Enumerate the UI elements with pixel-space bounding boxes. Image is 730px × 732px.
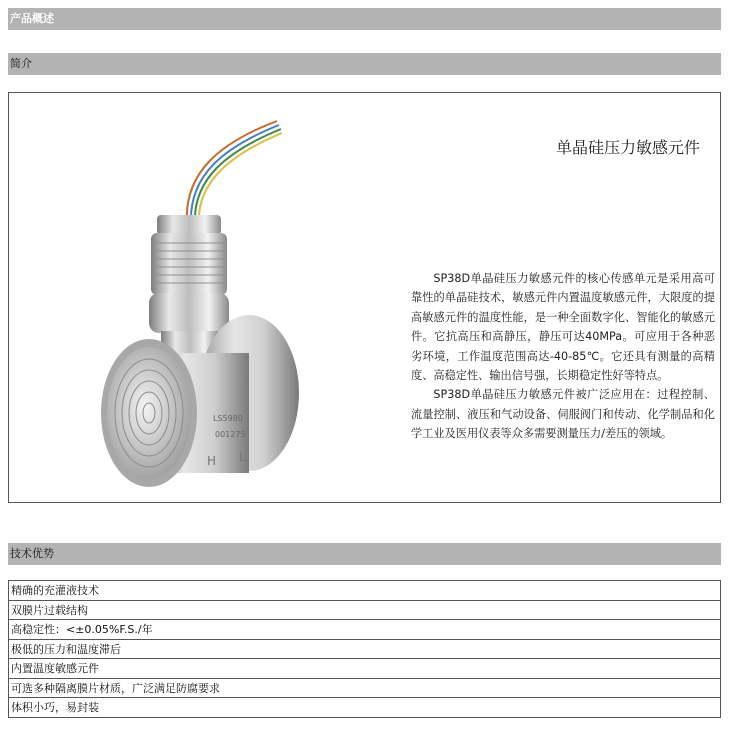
table-row bbox=[9, 698, 721, 718]
section-header-advantages: 技术优势 bbox=[8, 543, 721, 565]
engraving-port-l: L bbox=[239, 450, 246, 464]
product-title: 单晶硅压力敏感元件 bbox=[556, 138, 701, 157]
table-row bbox=[9, 581, 721, 601]
feature-cell: 体积小巧，易封装 bbox=[9, 698, 721, 718]
features-table bbox=[8, 580, 721, 718]
intro-panel bbox=[8, 92, 721, 503]
description-paragraph: SP38D单晶硅压力敏感元件被广泛应用在：过程控制、流量控制、液压和气动设备、伺服阀门和传动、化学制品和化学工业及医用仪表等众多需要测量压力/差压的领域。 bbox=[411, 388, 715, 441]
product-description bbox=[411, 269, 715, 444]
table-row bbox=[9, 639, 721, 659]
table-row bbox=[9, 678, 721, 698]
table-row bbox=[9, 659, 721, 679]
feature-cell: 可选多种隔离膜片材质，广泛满足防腐要求 bbox=[9, 678, 721, 698]
description-paragraph: SP38D单晶硅压力敏感元件的核心传感单元是采用高可靠性的单晶硅技术，敏感元件内置温度敏感元件，大限度的提高敏感元件的温度性能，是一种全面数字化、智能化的敏感元件。它抗高压和高静压，静压可达40MPa。可应用于各种恶劣环境，工作温度范围高达-40-85℃。它还具有测量的高精度、高稳定性、输出信号强，长期稳定性好等特点。 bbox=[411, 272, 715, 383]
feature-cell: 双膜片过载结构 bbox=[9, 600, 721, 620]
section-header-overview: 产品概述 bbox=[8, 8, 721, 30]
table-row bbox=[9, 600, 721, 620]
engraving-model: LS5980 bbox=[213, 414, 243, 423]
feature-cell: 精确的充灌液技术 bbox=[9, 581, 721, 601]
section-header-intro: 简介 bbox=[8, 53, 721, 75]
feature-cell: 高稳定性：<±0.05%F.S./年 bbox=[9, 620, 721, 640]
pressure-sensor-image bbox=[89, 103, 309, 503]
engraving-port-h: H bbox=[207, 454, 217, 468]
engraving-serial: 001275 bbox=[215, 430, 246, 439]
feature-cell: 内置温度敏感元件 bbox=[9, 659, 721, 679]
feature-cell: 极低的压力和温度滞后 bbox=[9, 639, 721, 659]
table-row bbox=[9, 620, 721, 640]
